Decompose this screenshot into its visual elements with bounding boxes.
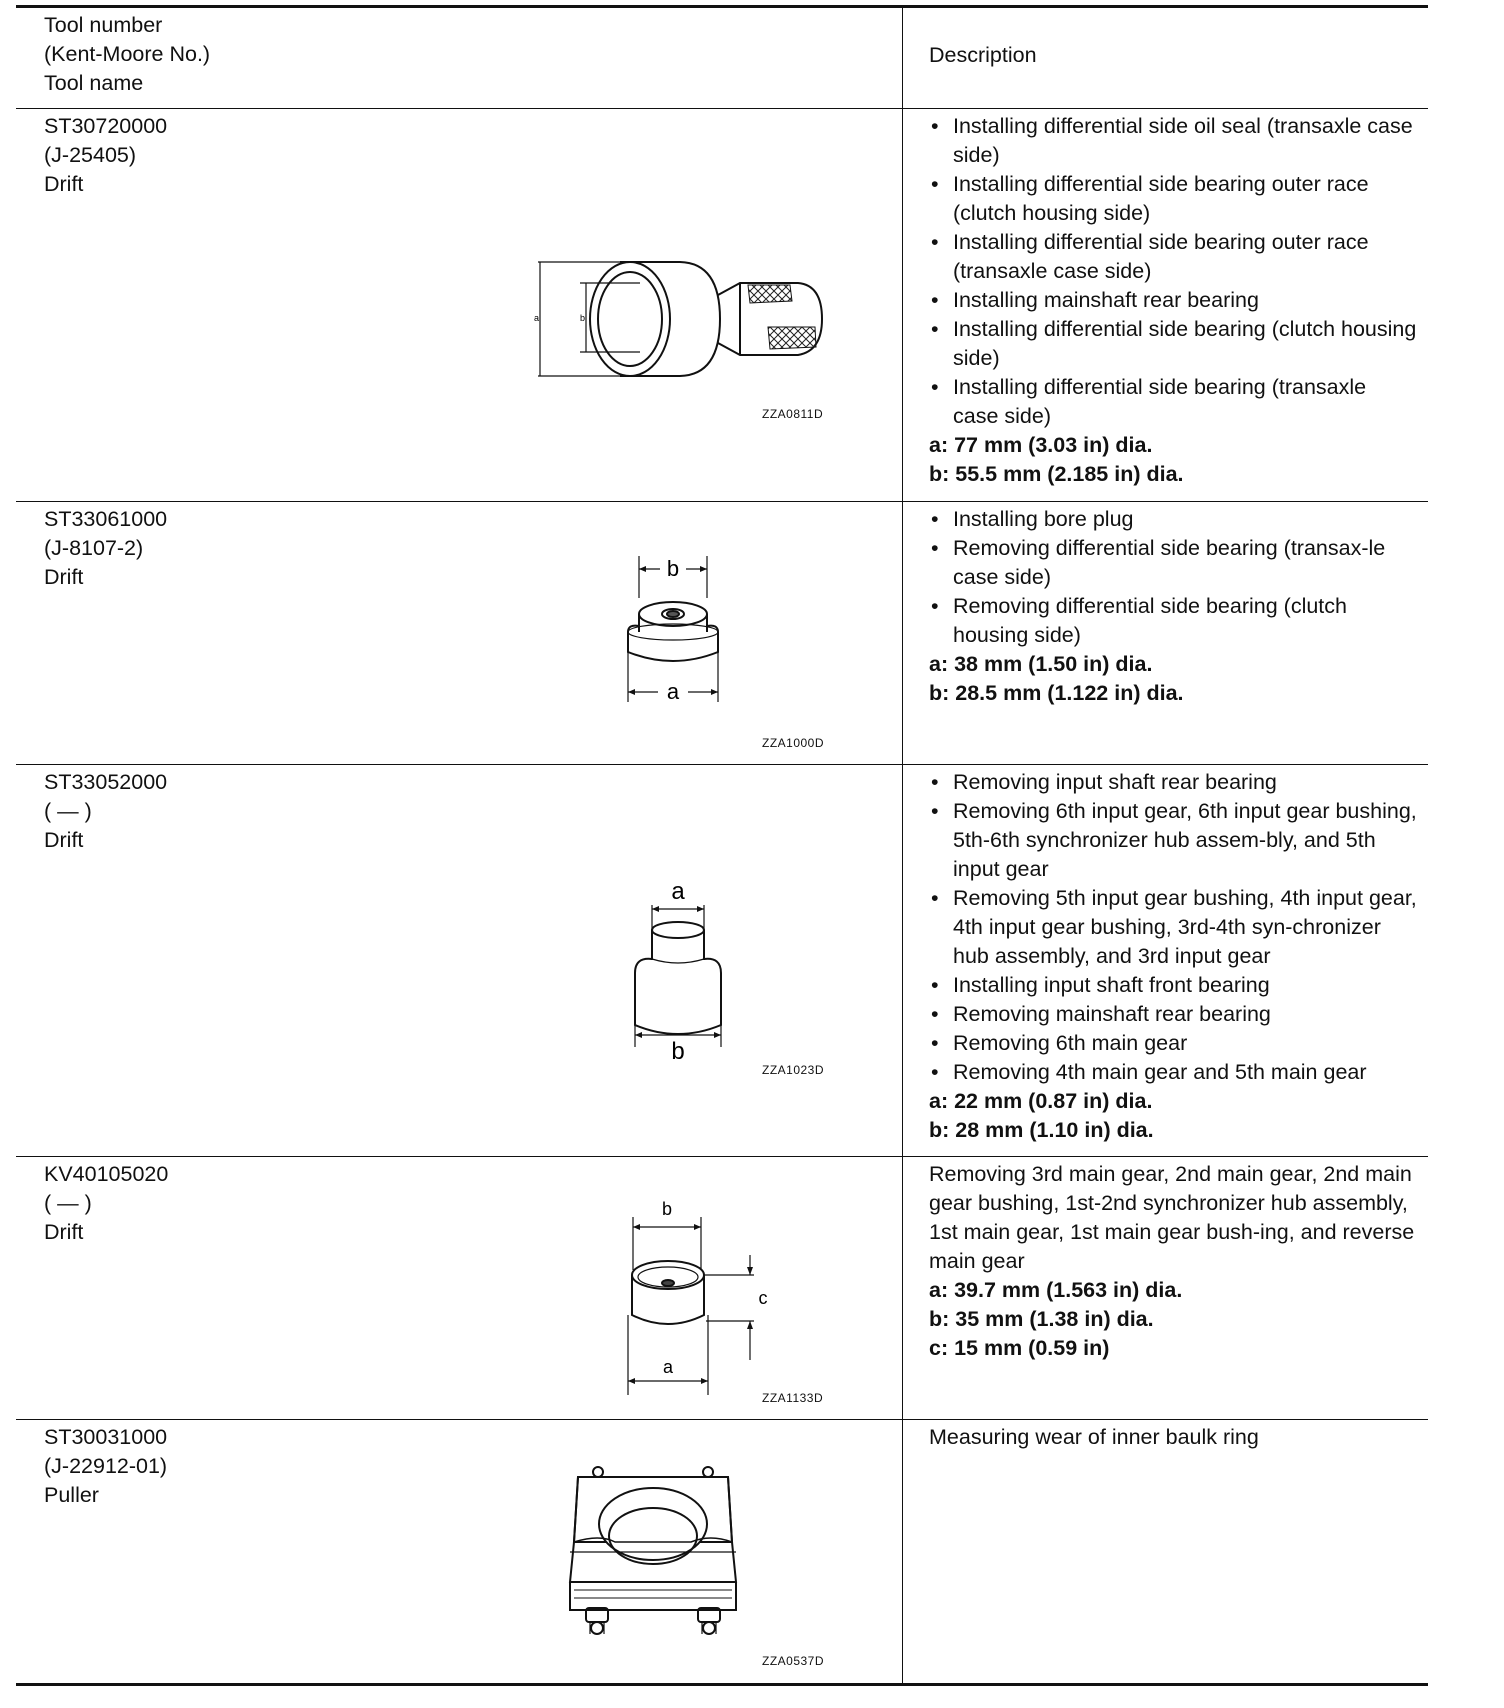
drift-tool-figure-4: [620, 1195, 780, 1395]
spec-a: a: 77 mm (3.03 in) dia.: [929, 433, 1153, 457]
drift-tool-figure-2: [620, 552, 720, 712]
dimension-label-b: b: [661, 1199, 673, 1219]
spec-b: b: 28 mm (1.10 in) dia.: [929, 1118, 1154, 1142]
description-text: Removing 3rd main gear, 2nd main gear, 2nd main gear bushing, 1st-2nd synchronizer hub assembly, 1st main gear, 1st main gear bush-ing, and reverse main gear: [929, 1162, 1415, 1273]
drift-tool-figure-1: [530, 255, 840, 390]
header-divider: [16, 108, 1428, 109]
tool-name: Drift: [44, 1220, 84, 1244]
header-left-cell: [44, 11, 210, 98]
figure-code: ZZA1023D: [762, 1063, 825, 1077]
tool-name: Drift: [44, 172, 84, 196]
list-item: • Removing input shaft rear bearing: [929, 768, 1417, 797]
kent-moore-number: (J-25405): [44, 143, 137, 167]
figure-code: ZZA1133D: [762, 1391, 824, 1405]
kent-moore-number: (J-22912-01): [44, 1454, 168, 1478]
list-item: • Removing differential side bearing (transax-le case side): [929, 534, 1417, 592]
row-divider: [16, 764, 1428, 765]
spec-c: c: 15 mm (0.59 in): [929, 1336, 1110, 1360]
tool-name: Drift: [44, 565, 84, 589]
tool-number: ST30031000: [44, 1425, 168, 1449]
header-description: Description: [929, 43, 1037, 67]
table-bottom-rule: [16, 1683, 1428, 1686]
list-item: • Removing 6th main gear: [929, 1029, 1417, 1058]
list-item: • Removing differential side bearing (clutch housing side): [929, 592, 1417, 650]
list-item: • Installing differential side oil seal (transaxle case side): [929, 112, 1417, 170]
dimension-label-b: b: [580, 313, 586, 323]
row-divider: [16, 501, 1428, 502]
row-5-tool-cell: [44, 1423, 167, 1510]
list-item: • Installing differential side bearing (transaxle case side): [929, 373, 1417, 431]
dimension-label-c: c: [758, 1288, 768, 1308]
list-item: • Removing 6th input gear, 6th input gear bushing, 5th-6th synchronizer hub assem-bly, and 5th input gear: [929, 797, 1417, 884]
dimension-label-a: a: [666, 679, 680, 704]
figure-code: ZZA0537D: [762, 1654, 825, 1668]
description-text: Measuring wear of inner baulk ring: [929, 1425, 1259, 1449]
row-1-tool-cell: [44, 112, 167, 199]
list-item: • Installing differential side bearing outer race (transaxle case side): [929, 228, 1417, 286]
list-item: • Installing differential side bearing outer race (clutch housing side): [929, 170, 1417, 228]
puller-tool-figure: [560, 1462, 750, 1642]
row-2-tool-cell: [44, 505, 167, 592]
row-1-description: [929, 112, 1417, 489]
list-item: • Installing input shaft front bearing: [929, 971, 1417, 1000]
spec-a: a: 38 mm (1.50 in) dia.: [929, 652, 1153, 676]
row-4-description: [929, 1160, 1417, 1363]
dimension-label-a: a: [671, 878, 685, 905]
tool-number: KV40105020: [44, 1162, 169, 1186]
list-item: • Installing differential side bearing (clutch housing side): [929, 315, 1417, 373]
row-4-tool-cell: [44, 1160, 168, 1247]
row-2-description: [929, 505, 1417, 708]
header-tool-name: Tool name: [44, 71, 144, 95]
kent-moore-number: (J-8107-2): [44, 536, 144, 560]
tool-name: Puller: [44, 1483, 99, 1507]
dimension-label-a: a: [534, 313, 540, 323]
list-item: • Removing mainshaft rear bearing: [929, 1000, 1417, 1029]
tool-name: Drift: [44, 828, 84, 852]
figure-code: ZZA1000D: [762, 736, 825, 750]
drift-tool-figure-3: [630, 875, 730, 1060]
row-3-tool-cell: [44, 768, 167, 855]
tool-number: ST33052000: [44, 770, 168, 794]
list-item: • Removing 4th main gear and 5th main gear: [929, 1058, 1417, 1087]
spec-a: a: 39.7 mm (1.563 in) dia.: [929, 1278, 1183, 1302]
row-divider: [16, 1156, 1428, 1157]
list-item: • Installing mainshaft rear bearing: [929, 286, 1417, 315]
row-5-description: [929, 1423, 1417, 1452]
spec-b: b: 35 mm (1.38 in) dia.: [929, 1307, 1154, 1331]
kent-moore-number: ( — ): [44, 1191, 92, 1215]
kent-moore-number: ( — ): [44, 799, 92, 823]
table-top-rule: [16, 5, 1428, 8]
header-tool-number: Tool number: [44, 13, 163, 37]
column-divider: [902, 8, 903, 1684]
list-item: • Removing 5th input gear bushing, 4th input gear, 4th input gear bushing, 3rd-4th syn-chronizer hub assembly, and 3rd input gear: [929, 884, 1417, 971]
row-divider: [16, 1419, 1428, 1420]
row-3-description: [929, 768, 1417, 1145]
tool-number: ST33061000: [44, 507, 168, 531]
header-kent-moore: (Kent-Moore No.): [44, 42, 211, 66]
dimension-label-b: b: [666, 556, 680, 581]
spec-b: b: 55.5 mm (2.185 in) dia.: [929, 462, 1184, 486]
tool-number: ST30720000: [44, 114, 168, 138]
figure-code: ZZA0811D: [762, 407, 824, 421]
spec-b: b: 28.5 mm (1.122 in) dia.: [929, 681, 1184, 705]
list-item: • Installing bore plug: [929, 505, 1417, 534]
dimension-label-a: a: [662, 1357, 674, 1377]
dimension-label-b: b: [671, 1038, 685, 1060]
spec-a: a: 22 mm (0.87 in) dia.: [929, 1089, 1153, 1113]
